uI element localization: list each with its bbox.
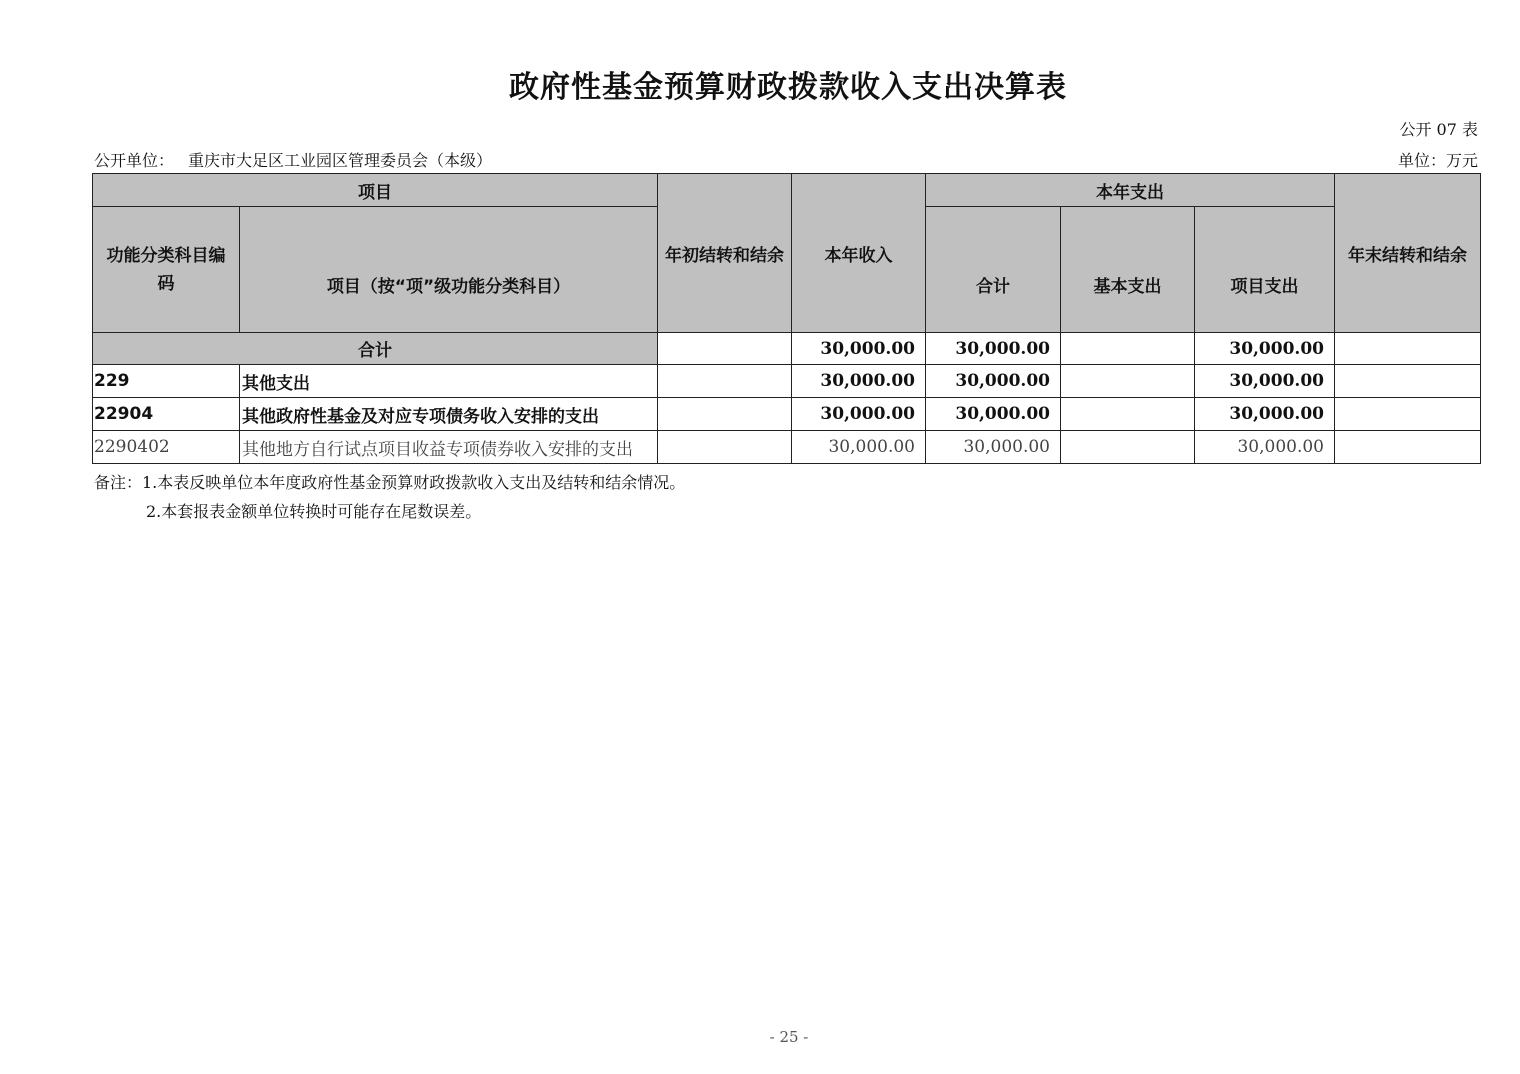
page-title: 政府性基金预算财政拨款收入支出决算表 [509,70,1067,105]
reporting-unit-label: 公开单位： [94,151,175,170]
row-code: 22904 [93,398,240,431]
table-row [93,398,1481,431]
row-closing [1335,431,1481,464]
header-code: 功能分类科目编码 [93,207,240,333]
budget-table [92,173,1481,464]
row-closing [1335,398,1481,431]
total-exp-project: 30,000.00 [1195,333,1335,365]
row-exp-project: 30,000.00 [1195,365,1335,398]
row-exp-basic [1061,398,1195,431]
row-name: 其他政府性基金及对应专项债务收入安排的支出 [240,398,658,431]
row-exp-basic [1061,365,1195,398]
total-opening [658,333,792,365]
row-opening [658,431,792,464]
header-project-name: 项目（按“项”级功能分类科目） [240,207,658,333]
row-exp-project: 30,000.00 [1195,431,1335,464]
note-1: 备注：1.本表反映单位本年度政府性基金预算财政拨款收入支出及结转和结余情况。 [94,473,686,492]
page-number: - 25 - [769,1028,809,1046]
notes [94,468,685,526]
table-row [93,431,1481,464]
header-exp-basic: 基本支出 [1061,207,1195,333]
reporting-unit-name: 重庆市大足区工业园区管理委员会（本级） [188,151,493,170]
row-name: 其他支出 [240,365,658,398]
row-income: 30,000.00 [792,365,926,398]
reporting-unit [94,148,492,171]
header-project: 项目 [93,174,658,207]
header-expenditure: 本年支出 [926,174,1335,207]
total-closing [1335,333,1481,365]
header-opening-balance: 年初结转和结余 [658,174,792,333]
row-closing [1335,365,1481,398]
total-row [93,333,1481,365]
row-code: 229 [93,365,240,398]
row-opening [658,365,792,398]
row-name: 其他地方自行试点项目收益专项债券收入安排的支出 [240,431,658,464]
total-label: 合计 [93,333,658,365]
table-row [93,365,1481,398]
row-income: 30,000.00 [792,398,926,431]
form-number: 公开 07 表 [1399,120,1478,139]
total-exp-total: 30,000.00 [926,333,1061,365]
total-income: 30,000.00 [792,333,926,365]
header-exp-total: 合计 [926,207,1061,333]
header-income: 本年收入 [792,174,926,333]
header-closing-balance: 年末结转和结余 [1335,174,1481,333]
row-exp-total: 30,000.00 [926,365,1061,398]
row-exp-total: 30,000.00 [926,431,1061,464]
row-exp-project: 30,000.00 [1195,398,1335,431]
row-code: 2290402 [93,431,240,464]
row-exp-total: 30,000.00 [926,398,1061,431]
note-2: 2.本套报表金额单位转换时可能存在尾数误差。 [146,502,482,521]
row-exp-basic [1061,431,1195,464]
header-exp-project: 项目支出 [1195,207,1335,333]
currency-unit: 单位：万元 [1397,151,1478,170]
row-income: 30,000.00 [792,431,926,464]
total-exp-basic [1061,333,1195,365]
row-opening [658,398,792,431]
